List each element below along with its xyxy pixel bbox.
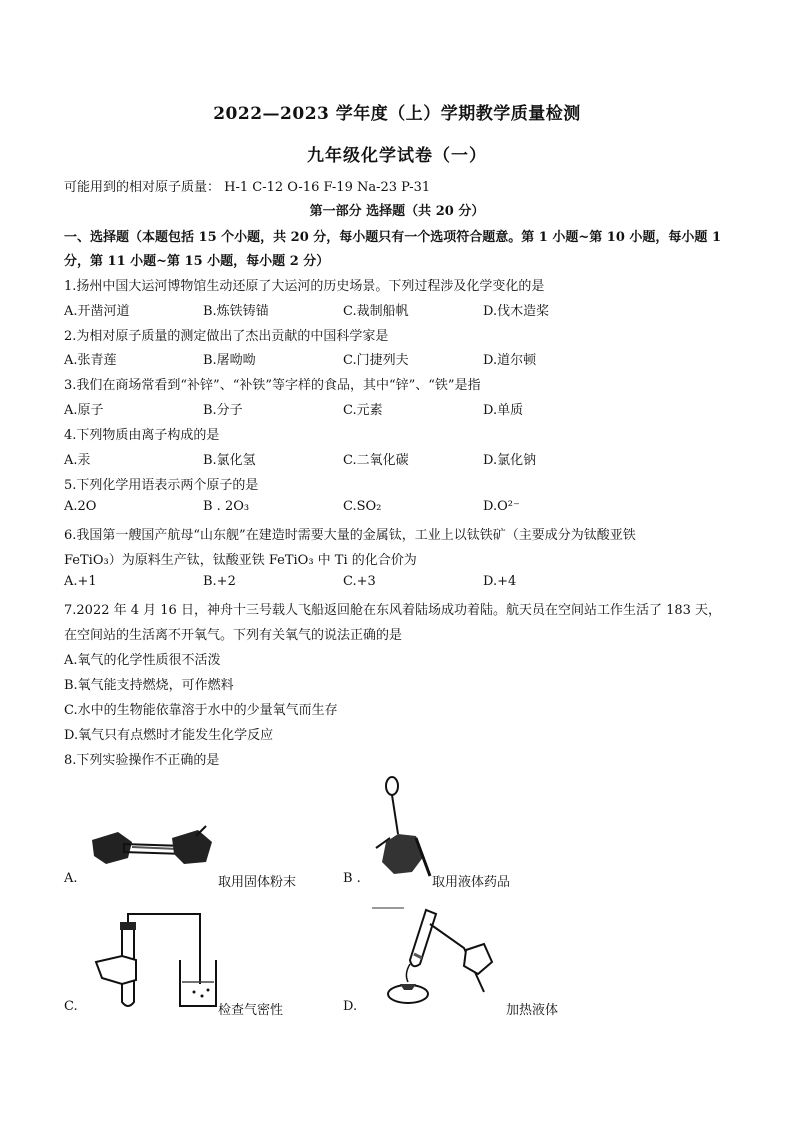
q4-option-c: C.二氧化碳 — [343, 453, 409, 468]
section-intro-line1: 一、选择题（本题包括 15 个小题，共 20 分，每小题只有一个选项符合题意。第 1 小题~第 10 小题，每小题 1 — [64, 230, 721, 245]
q7-option-b: B.氧气能支持燃烧，可作燃料 — [64, 678, 234, 693]
q6-stem-line1: 6.我国第一艘国产航母“山东舰”在建造时需要大量的金属钛，工业上以钛铁矿（主要成分为钛酸亚铁 — [64, 528, 636, 543]
q6-option-a: A.+1 — [64, 574, 97, 589]
q7-option-c: C.水中的生物能依靠溶于水中的少量氧气而生存 — [64, 703, 338, 718]
q4-stem: 4.下列物质由离子构成的是 — [64, 428, 220, 443]
q4-option-b: B.氯化氢 — [203, 453, 256, 468]
q5-option-c: C.SO₂ — [343, 499, 382, 514]
figure-a-powder-illustration — [88, 818, 216, 880]
q1-option-c: C.裁制船帆 — [343, 304, 409, 319]
q8-figure-d-letter: D. — [343, 999, 358, 1014]
q3-option-d: D.单质 — [483, 403, 524, 418]
q2-option-c: C.门捷列夫 — [343, 353, 409, 368]
exam-title: 2022—2023 学年度（上）学期教学质量检测 — [213, 104, 581, 124]
q3-option-c: C.元素 — [343, 403, 383, 418]
part1-heading: 第一部分 选择题（共 20 分） — [309, 204, 485, 219]
q1-option-a: A.开凿河道 — [64, 304, 130, 319]
q3-option-b: B.分子 — [203, 403, 243, 418]
q8-figure-d-caption: 加热液体 — [506, 1003, 559, 1018]
exam-subtitle: 九年级化学试卷（一） — [307, 146, 487, 166]
q1-stem: 1.扬州中国大运河博物馆生动还原了大运河的历史场景。下列过程涉及化学变化的是 — [64, 279, 545, 294]
q2-option-a: A.张青莲 — [64, 353, 117, 368]
q8-figure-a-caption: 取用固体粉末 — [218, 875, 297, 890]
q8-figure-b-letter: B . — [343, 871, 361, 886]
figure-d-heating-illustration — [360, 900, 500, 1010]
q2-option-b: B.屠呦呦 — [203, 353, 256, 368]
q3-option-a: A.原子 — [64, 403, 104, 418]
q7-stem-line1: 7.2022 年 4 月 16 日，神舟十三号载人飞船返回舱在东风着陆场成功着陆。航天员在空间站工作生活了 183 天， — [64, 603, 722, 618]
q4-option-d: D.氯化钠 — [483, 453, 537, 468]
q7-option-a: A.氧气的化学性质很不活泼 — [64, 653, 221, 668]
figure-b-dropper-illustration — [372, 776, 442, 884]
section-intro-line2: 分，第 11 小题~第 15 小题，每小题 2 分） — [64, 254, 330, 269]
q5-option-a: A.2O — [64, 499, 97, 514]
q6-option-b: B.+2 — [203, 574, 236, 589]
q7-stem-line2: 在空间站的生活离不开氧气。下列有关氧气的说法正确的是 — [64, 628, 403, 643]
q5-stem: 5.下列化学用语表示两个原子的是 — [64, 478, 259, 493]
q1-option-d: D.伐木造桨 — [483, 304, 550, 319]
q8-stem: 8.下列实验操作不正确的是 — [64, 753, 220, 768]
q6-option-d: D.+4 — [483, 574, 517, 589]
atomic-masses: 可能用到的相对原子质量： H-1 C-12 O-16 F-19 Na-23 P-31 — [64, 180, 431, 195]
q8-figure-c-letter: C. — [64, 999, 78, 1014]
q6-stem-line2: FeTiO₃）为原料生产钛，钛酸亚铁 FeTiO₃ 中 Ti 的化合价为 — [64, 553, 417, 568]
q2-option-d: D.道尔顿 — [483, 353, 537, 368]
figure-c-airtightness-illustration — [88, 906, 218, 1010]
q8-figure-a-letter: A. — [64, 871, 78, 886]
q4-option-a: A.汞 — [64, 453, 91, 468]
q5-option-d: D.O²⁻ — [483, 499, 520, 514]
q8-figure-b-caption: 取用液体药品 — [432, 875, 511, 890]
q3-stem: 3.我们在商场常看到“补锌”、“补铁”等字样的食品，其中“锌”、“铁”是指 — [64, 378, 481, 393]
q8-figure-c-caption: 检查气密性 — [218, 1003, 284, 1018]
q2-stem: 2.为相对原子质量的测定做出了杰出贡献的中国科学家是 — [64, 329, 389, 344]
q5-option-b: B . 2O₃ — [203, 499, 250, 514]
q7-option-d: D.氧气只有点燃时才能发生化学反应 — [64, 728, 274, 743]
q1-option-b: B.炼铁铸锚 — [203, 304, 269, 319]
q6-option-c: C.+3 — [343, 574, 376, 589]
